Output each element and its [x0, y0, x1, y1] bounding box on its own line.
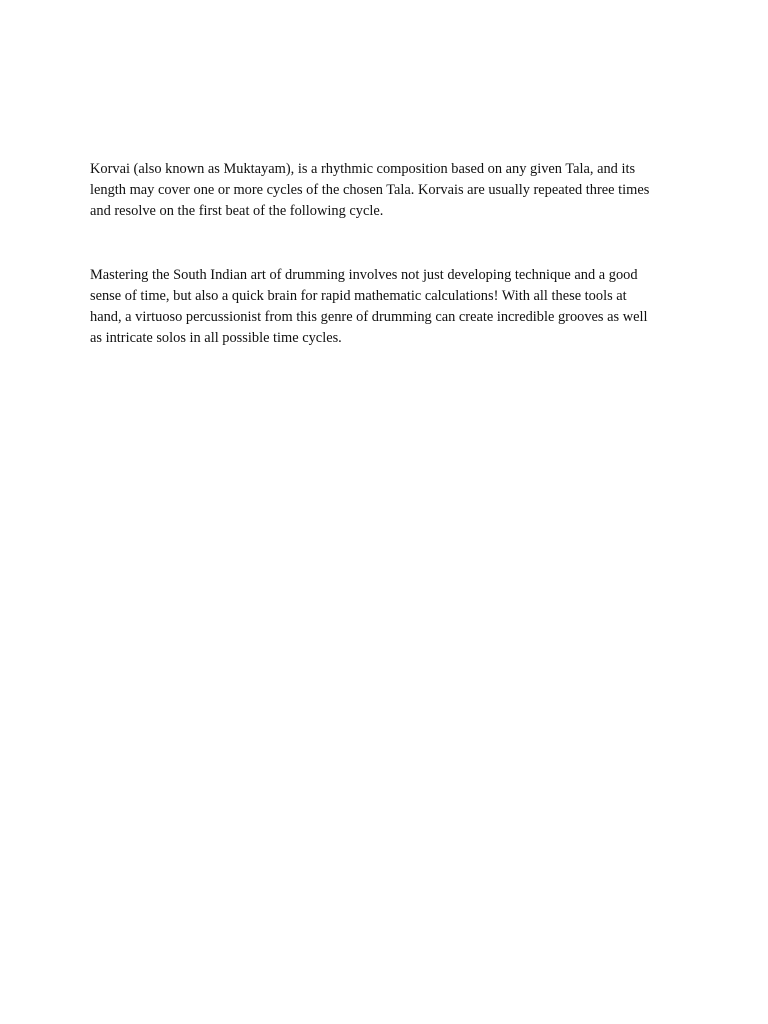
text-line: hand, a virtuoso percussionist from this genre of drumming can create incredible grooves as well: [90, 309, 648, 325]
text-line: Mastering the South Indian art of drumming involves not just developing technique and a good: [90, 267, 638, 283]
text-line: and resolve on the first beat of the following cycle.: [90, 203, 384, 219]
text-line: length may cover one or more cycles of the chosen Tala. Korvais are usually repeated three times: [90, 182, 650, 198]
paragraph-korvai: [90, 159, 690, 222]
text-line: Korvai (also known as Muktayam), is a rhythmic composition based on any given Tala, and its: [90, 161, 636, 177]
text-line: sense of time, but also a quick brain for rapid mathematic calculations! With all these tools at: [90, 288, 627, 304]
text-line: as intricate solos in all possible time cycles.: [90, 330, 342, 346]
paragraph-mastering-drumming: [90, 265, 690, 349]
